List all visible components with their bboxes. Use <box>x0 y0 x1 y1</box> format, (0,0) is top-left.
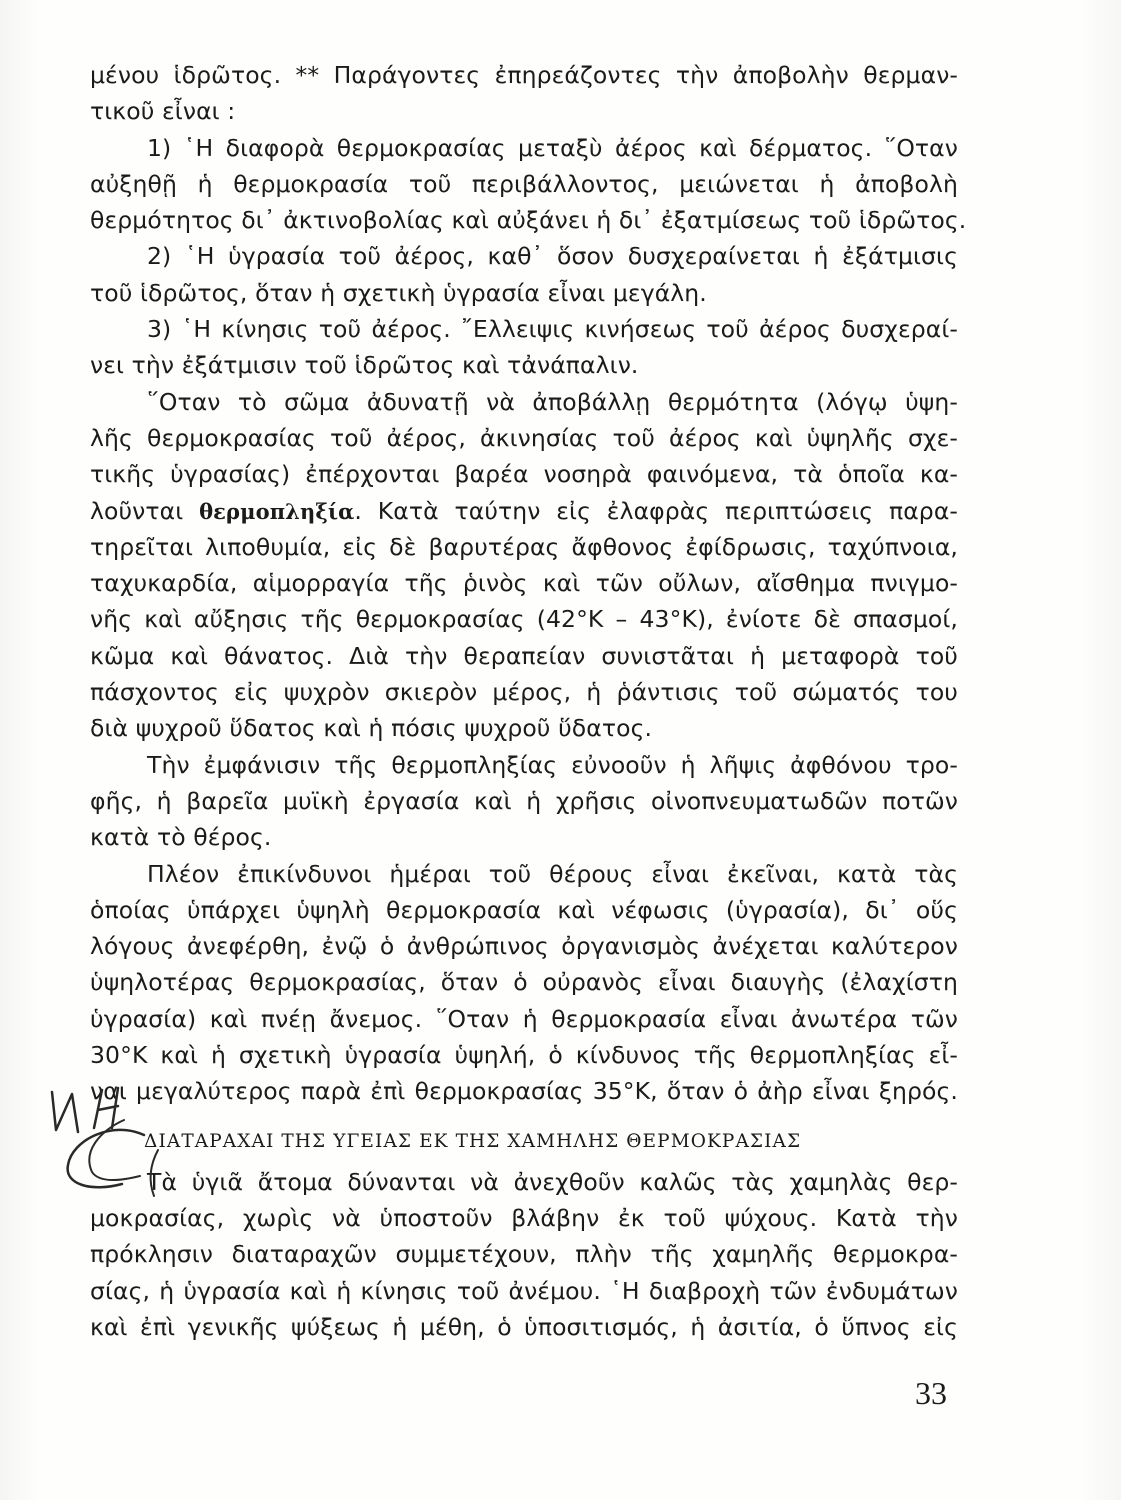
text-line: λόγους ἀνεφέρθη, ἐνῷ ὁ ἀνθρώπινος ὀργανισμὸς ἀνέχεται καλύτερον <box>90 932 958 961</box>
text-line: πρόκλησιν διαταραχῶν συμμετέχουν, πλὴν τῆς χαμηλῆς θερμοκρα- <box>90 1240 958 1269</box>
text-line: 3) ῾Η κίνησις τοῦ ἀέρος. ῎Ελλειψις κινήσεως τοῦ ἀέρος δυσχεραί- <box>147 315 958 344</box>
text-line: θερμότητος δι᾿ ἀκτινοβολίας καὶ αὐξάνει ἡ δι᾿ ἐξατμίσεως τοῦ ἱδρῶτος. <box>90 206 967 235</box>
text-line: τοῦ ἱδρῶτος, ὅταν ἡ σχετικὴ ὑγρασία εἶναι μεγάλη. <box>90 278 707 307</box>
text-line: καὶ ἐπὶ γενικῆς ψύξεως ἡ μέθη, ὁ ὑποσιτισμός, ἡ ἀσιτία, ὁ ὕπνος εἰς <box>90 1312 958 1341</box>
page-body <box>90 57 967 1345</box>
text-line: τικοῦ εἶναι : <box>90 97 236 126</box>
text-line: σίας, ἡ ὑγρασία καὶ ἡ κίνησις τοῦ ἀνέμου. ῾Η διαβροχὴ τῶν ἐνδυμάτων <box>90 1276 958 1305</box>
text-line: Τὰ ὑγιᾶ ἄτομα δύνανται νὰ ἀνεχθοῦν καλῶς τὰς χαμηλὰς θερ- <box>147 1167 958 1196</box>
text-line: 2) ῾Η ὑγρασία τοῦ ἀέρος, καθ᾿ ὅσον δυσχεραίνεται ἡ ἐξάτμισις <box>147 242 958 271</box>
text-line: κῶμα καὶ θάνατος. Διὰ τὴν θεραπείαν συνιστᾶται ἡ μεταφορὰ τοῦ <box>90 641 958 670</box>
text-segment: . Κατὰ ταύτην εἰς ἐλαφρὰς περιπτώσεις παρα- <box>354 496 958 525</box>
text-line: λῆς θερμοκρασίας τοῦ ἀέρος, ἀκινησίας τοῦ ἀέρος καὶ ὑψηλῆς σχε- <box>90 423 958 452</box>
text-line: ὑψηλοτέρας θερμοκρασίας, ὅταν ὁ οὐρανὸς εἶναι διαυγὴς (ἐλαχίστη <box>90 968 958 997</box>
text-line-with-term <box>90 493 958 529</box>
text-line: διὰ ψυχροῦ ὕδατος καὶ ἡ πόσις ψυχροῦ ὕδατος. <box>90 714 653 743</box>
text-line: μένου ἱδρῶτος. ** Παράγοντες ἐπηρεάζοντες τὴν ἀποβολὴν θερμαν- <box>90 61 958 89</box>
text-line: τικῆς ὑγρασίας) ἐπέρχονται βαρέα νοσηρὰ φαινόμενα, τὰ ὁποῖα κα- <box>90 460 958 489</box>
text-line: ῞Οταν τὸ σῶμα ἀδυνατῇ νὰ ἀποβάλλῃ θερμότητα (λόγῳ ὑψη- <box>147 387 958 416</box>
text-line: ὁποίας ὑπάρχει ὑψηλὴ θερμοκρασία καὶ νέφωσις (ὑγρασία), δι᾿ οὕς <box>90 895 958 924</box>
text-line: μοκρασίας, χωρὶς νὰ ὑποστοῦν βλάβην ἐκ τοῦ ψύχους. Κατὰ τὴν <box>90 1203 958 1232</box>
handwritten-annotation <box>32 1080 202 1200</box>
text-line: φῆς, ἡ βαρεῖα μυϊκὴ ἐργασία καὶ ἡ χρῆσις οἰνοπνευματωδῶν ποτῶν <box>90 786 958 815</box>
text-line: Πλέον ἐπικίνδυνοι ἡμέραι τοῦ θέρους εἶναι ἐκεῖναι, κατὰ τὰς <box>147 859 958 888</box>
text-segment: λοῦνται <box>90 496 200 525</box>
text-line: νει τὴν ἐξάτμισιν τοῦ ἱδρῶτος καὶ τἀνάπαλιν. <box>90 351 639 380</box>
section-heading: ΔΙΑΤΑΡΑΧΑΙ ΤΗΣ ΥΓΕΙΑΣ ΕΚ ΤΗΣ ΧΑΜΗΛΗΣ ΘΕΡΜΟΚΡΑΣΙΑΣ <box>144 1130 802 1152</box>
page-number: 33 <box>915 1375 947 1411</box>
text-line: ταχυκαρδία, αἱμορραγία τῆς ῥινὸς καὶ τῶν οὔλων, αἴσθημα πνιγμο- <box>90 569 958 598</box>
text-line: Τὴν ἐμφάνισιν τῆς θερμοπληξίας εὐνοοῦν ἡ λῆψις ἀφθόνου τρο- <box>147 750 958 779</box>
text-line: 30°Κ καὶ ἡ σχετικὴ ὑγρασία ὑψηλή, ὁ κίνδυνος τῆς θερμοπληξίας εἶ- <box>90 1041 958 1070</box>
text-line: πάσχοντος εἰς ψυχρὸν σκιερὸν μέρος, ἡ ῥάντισις τοῦ σώματός του <box>90 678 958 707</box>
text-line: ναι μεγαλύτερος παρὰ ἐπὶ θερμοκρασίας 35°Κ, ὅταν ὁ ἀὴρ εἶναι ξηρός. <box>90 1077 958 1106</box>
text-line: τηρεῖται λιποθυμία, εἰς δὲ βαρυτέρας ἄφθονος ἐφίδρωσις, ταχύπνοια, <box>90 532 958 561</box>
text-line: ὑγρασία) καὶ πνέῃ ἄνεμος. ῞Οταν ἡ θερμοκρασία εἶναι ἀνωτέρα τῶν <box>90 1004 958 1033</box>
text-line: κατὰ τὸ θέρος. <box>90 823 272 852</box>
text-line: νῆς καὶ αὔξησις τῆς θερμοκρασίας (42°Κ – 43°Κ), ἐνίοτε δὲ σπασμοί, <box>90 605 958 634</box>
text-line: 1) ῾Η διαφορὰ θερμοκρασίας μεταξὺ ἀέρος καὶ δέρματος. ῞Οταν <box>147 133 958 162</box>
text-line: αὐξηθῇ ἡ θερμοκρασία τοῦ περιβάλλοντος, μειώνεται ἡ ἀποβολὴ <box>90 169 958 198</box>
bold-term: θερμοπληξία <box>199 498 355 524</box>
